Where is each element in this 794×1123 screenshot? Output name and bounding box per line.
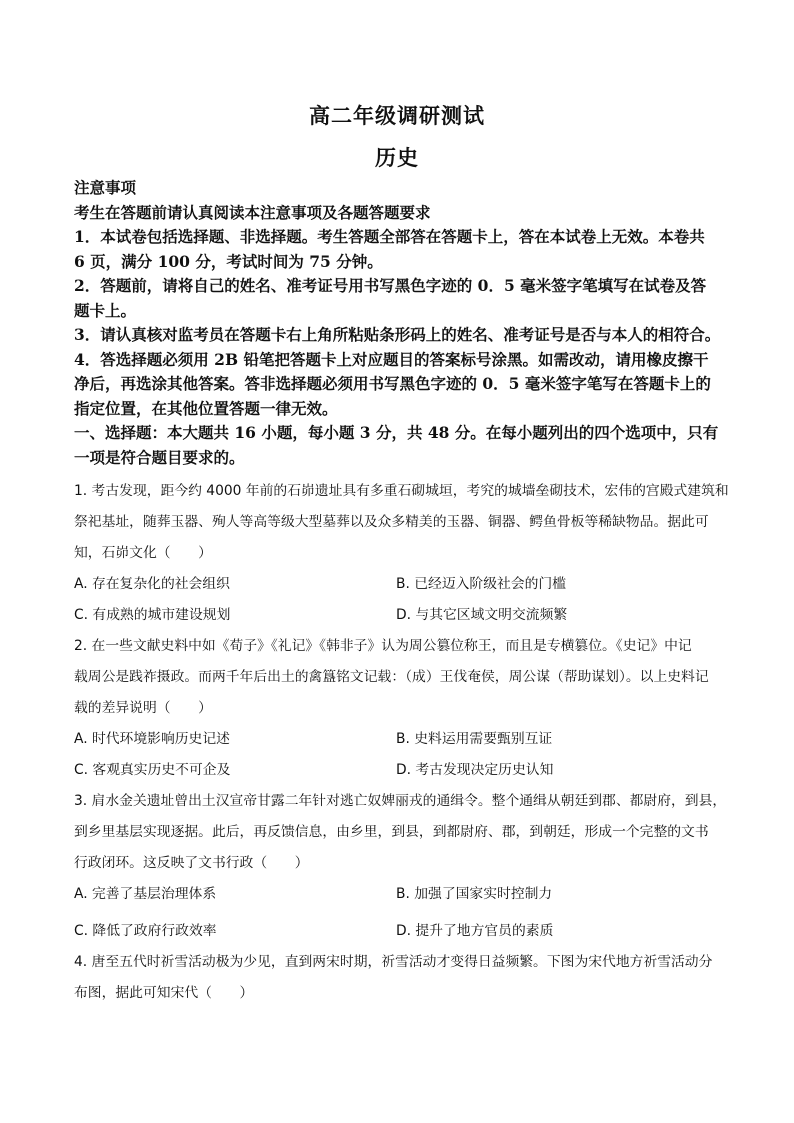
option-b: B. 加强了国家实时控制力 bbox=[396, 886, 553, 902]
instruction-line: 4．答选择题必须用 2B 铅笔把答题卡上对应题目的答案标号涂黑。如需改动，请用橡皮擦干 bbox=[74, 349, 709, 369]
option-row bbox=[74, 569, 724, 600]
question-stem-line: 1. 考古发现，距今约 4000 年前的石峁遗址具有多重石砌城垣，考究的城墙垒砌技术，宏伟的宫殿式建筑和 bbox=[74, 483, 729, 499]
option-c: C. 降低了政府行政效率 bbox=[74, 923, 217, 939]
question-4 bbox=[74, 947, 724, 1009]
question-stem-line: 载周公是践祚摄政。而两千年后出土的禽簋铭文记载：（成）王伐奄侯，周公谋（帮助谋划）。以上史料记 bbox=[74, 669, 709, 685]
subject-title: 历史 bbox=[375, 145, 419, 170]
question-stem-line: 4. 唐至五代时祈雪活动极为少见，直到两宋时期，祈雪活动才变得日益频繁。下图为宋代地方祈雪活动分 bbox=[74, 954, 713, 970]
option-c: C. 客观真实历史不可企及 bbox=[74, 762, 231, 778]
question-2 bbox=[74, 631, 724, 786]
question-stem-line: 3. 肩水金关遗址曾出土汉宣帝甘露二年针对逃亡奴婢丽戎的通缉令。整个通缉从朝廷到郡、都尉府，到县， bbox=[74, 793, 727, 809]
instruction-line: 6 页，满分 100 分，考试时间为 75 分钟。 bbox=[74, 251, 383, 271]
option-row bbox=[74, 755, 724, 786]
option-a: A. 存在复杂化的社会组织 bbox=[74, 576, 230, 592]
question-stem-line: 2. 在一些文献史料中如《荀子》《礼记》《韩非子》认为周公篡位称王，而且是专横篡位。《史记》中记 bbox=[74, 638, 692, 654]
instruction-line: 题卡上。 bbox=[74, 300, 137, 320]
question-stem-line: 知，石峁文化（ ） bbox=[74, 545, 212, 561]
option-b: B. 已经迈入阶级社会的门槛 bbox=[396, 576, 567, 592]
instructions-block bbox=[74, 176, 724, 470]
exam-title: 高二年级调研测试 bbox=[309, 103, 485, 128]
instruction-line: 1．本试卷包括选择题、非选择题。考生答题全部答在答题卡上，答在本试卷上无效。本卷共 bbox=[74, 227, 705, 246]
question-stem-line: 祭祀基址，随葬玉器、殉人等高等级大型墓葬以及众多精美的玉器、铜器、鳄鱼骨板等稀缺物品。据此可 bbox=[74, 514, 709, 530]
option-row bbox=[74, 600, 724, 631]
option-c: C. 有成熟的城市建设规划 bbox=[74, 607, 231, 623]
question-stem-line: 布图，据此可知宋代（ ） bbox=[74, 985, 254, 1001]
question-stem-line: 行政闭环。这反映了文书行政（ ） bbox=[74, 855, 309, 871]
section-heading-line: 一项是符合题目要求的。 bbox=[74, 447, 245, 467]
section-heading-line: 一、选择题：本大题共 16 小题，每小题 3 分，共 48 分。在每小题列出的四个选项中，只有 bbox=[74, 423, 719, 442]
questions-block bbox=[74, 476, 729, 1009]
option-row bbox=[74, 879, 724, 910]
option-d: D. 考古发现决定历史认知 bbox=[396, 762, 554, 778]
instruction-line: 注意事项 bbox=[74, 178, 137, 197]
question-stem-line: 载的差异说明（ ） bbox=[74, 700, 212, 716]
option-a: A. 完善了基层治理体系 bbox=[74, 886, 217, 902]
option-row bbox=[74, 916, 724, 947]
question-3 bbox=[74, 786, 727, 947]
question-stem-line: 到乡里基层实现逐据。此后，再反馈信息，由乡里，到县，到都尉府、郡，到朝廷，形成一个完整的文书 bbox=[74, 824, 709, 840]
instruction-line: 3．请认真核对监考员在答题卡右上角所粘贴条形码上的姓名、准考证号是否与本人的相符合。 bbox=[74, 325, 721, 344]
instruction-line: 净后，再选涂其他答案。答非选择题必须用书写黑色字迹的 0．5 毫米签字笔写在答题卡上的 bbox=[74, 374, 711, 393]
option-d: D. 与其它区域文明交流频繁 bbox=[396, 607, 568, 623]
instruction-line: 考生在答题前请认真阅读本注意事项及各题答题要求 bbox=[74, 202, 431, 222]
instruction-line: 2．答题前，请将自己的姓名、准考证号用书写黑色字迹的 0．5 毫米签字笔填写在试卷及答 bbox=[74, 276, 707, 295]
question-1 bbox=[74, 476, 729, 631]
option-b: B. 史料运用需要甄别互证 bbox=[396, 731, 553, 747]
instruction-line: 指定位置，在其他位置答题一律无效。 bbox=[74, 398, 338, 418]
option-a: A. 时代环境影响历史记述 bbox=[74, 731, 230, 747]
option-d: D. 提升了地方官员的素质 bbox=[396, 923, 554, 939]
option-row bbox=[74, 724, 724, 755]
